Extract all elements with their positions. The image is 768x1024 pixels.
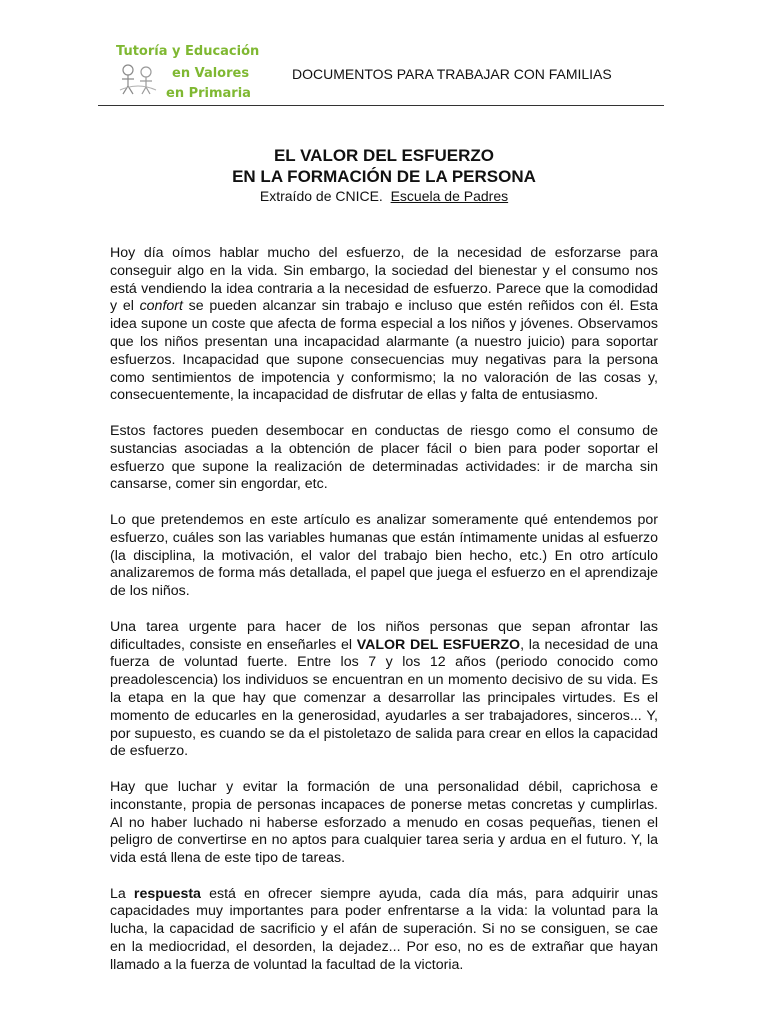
article-body	[110, 245, 658, 992]
paragraph-4-part-b: , la necesidad de una fuerza de voluntad fuerte. Entre los 7 y los 12 años (periodo conocido como preadolescencia) los individuos se encuentran en un momento decisivo de su vida. Es la etapa en la que hay que comenzar a desarrollar las principales virtudes. Es el momento de educarles en la generosidad, ayudarles a ser trabajadores, sinceros... Y, por supuesto, es cuando se da el pistoletazo de salida para crear en ellos la capacidad de esfuerzo.	[110, 636, 658, 760]
paragraph-1-part-b: se pueden alcanzar sin trabajo e incluso que estén reñidos con él. Esta idea supone un coste que afecta de forma especial a los niños y jóvenes. Observamos que los niños presentan una incapacidad alarmante (a nuestro juicio) para soportar esfuerzos. Incapacidad que supone consecuencias muy negativas para la persona como sentimientos de impotencia y conformismo; la no valoración de las cosas y, consecuentemente, la incapacidad de disfrutar de ellas y falta de entusiasmo.	[110, 298, 658, 404]
paragraph-3: Lo que pretendemos en este artículo es analizar someramente qué entendemos por esfuerzo, cuáles son las variables humanas que están íntimamente unidas al esfuerzo (la disciplina, la motivación, el valor del trabajo bien hecho, etc.) En otro artículo analizaremos de forma más detallada, el papel que juega el esfuerzo en el aprendizaje de los niños.	[110, 511, 658, 600]
paragraph-4	[110, 619, 658, 761]
paragraph-6-part-b: está en ofrecer siempre ayuda, cada día más, para adquirir unas capacidades muy importantes para poder enfrentarse a la vida: la voluntad para la lucha, la capacidad de sacrificio y el afán de superación. Si no se consiguen, se cae en la mediocridad, el desorden, la dejadez... Por eso, no es de extrañar que hayan llamado a la fuerza de voluntad la facultad de la victoria.	[110, 885, 658, 973]
source-line	[0, 187, 768, 205]
header-title: DOCUMENTOS PARA TRABAJAR CON FAMILIAS	[292, 66, 612, 82]
logo	[112, 44, 260, 104]
paragraph-4-part-a: Una tarea urgente para hacer de los niños personas que sepan afrontar las dificultades, consiste en enseñarles el	[110, 618, 658, 653]
source-prefix: Extraído de CNICE.	[259, 188, 383, 204]
paragraph-6-part-a: La	[110, 885, 134, 902]
header-divider	[98, 105, 664, 106]
logo-text-line-3: en Primaria	[166, 86, 251, 101]
paragraph-6	[110, 886, 658, 975]
paragraph-5: Hay que luchar y evitar la formación de una personalidad débil, caprichosa e inconstante, propia de personas incapaces de ponerse metas concretas y cumplirlas. Al no haber luchado ni haberse esforzado a menudo en cosas pequeñas, tienen el peligro de convertirse en no aptos para cualquier tarea seria y ardua en el futuro. Y, la vida está llena de este tipo de tareas.	[110, 778, 658, 867]
document-title-line-1: EL VALOR DEL ESFUERZO	[273, 146, 495, 165]
paragraph-2: Estos factores pueden desembocar en conductas de riesgo como el consumo de sustancias asociadas a la obtención de placer fácil o bien para poder soportar el esfuerzo que supone la realización de determinadas actividades: ir de marcha sin cansarse, comer sin engordar, etc.	[110, 422, 658, 493]
children-drawing-icon	[118, 60, 158, 96]
paragraph-1-part-a: Hoy día oímos hablar mucho del esfuerzo, de la necesidad de esforzarse para conseguir algo en la vida. Sin embargo, la sociedad del bienestar y el consumo nos está vendiendo la idea contraria a la necesidad de esfuerzo. Parece que la comodidad y el	[110, 245, 658, 315]
paragraph-4-bold: VALOR DEL ESFUERZO	[356, 636, 521, 653]
logo-text-line-1: Tutoría y Educación	[116, 44, 260, 59]
paragraph-1-italic: confort	[139, 298, 183, 315]
logo-text-line-2: en Valores	[172, 66, 250, 81]
document-title-line-2: EN LA FORMACIÓN DE LA PERSONA	[232, 167, 536, 186]
paragraph-1	[110, 245, 658, 405]
paragraph-6-bold: respuesta	[133, 885, 201, 902]
source-link[interactable]: Escuela de Padres	[390, 188, 509, 204]
